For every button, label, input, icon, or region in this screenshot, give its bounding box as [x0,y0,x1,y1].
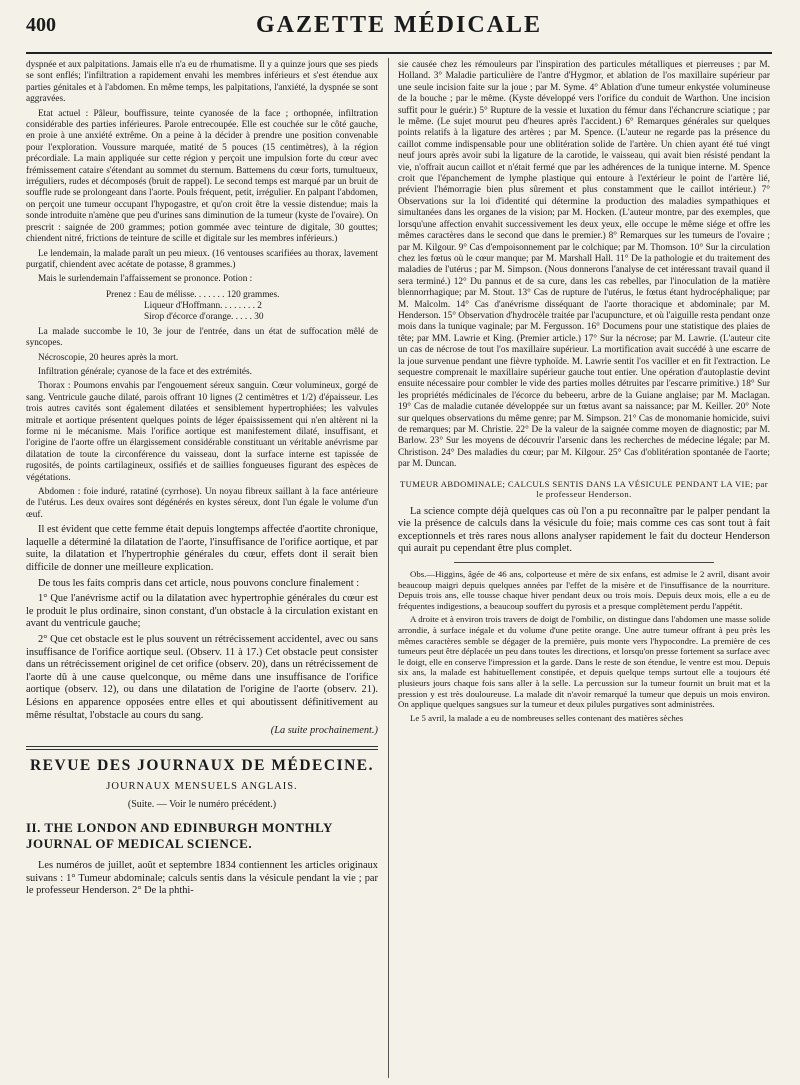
right-column [398,60,770,726]
conclusion-block [26,524,378,738]
header-rule [26,52,772,54]
column-divider [388,58,389,1078]
necroscopy-heading: Nécroscopie, 20 heures après la mort. [38,352,179,363]
paragraph: dyspnée et aux palpitations. Jamais elle n'a eu de rhumatisme. Il y a quinze jours que ses pieds se sont enflés; l'infiltration a rapidement envahi les membres inférieurs et s'est étendue aux parties génitales et à l'abdomen. En même temps, les palpitations, l'anxiété, la dyspnée se sont aggravées. [26,60,378,105]
section-divider [26,746,378,750]
paragraph: Infiltration générale; cyanose de la face et des extrémités. [38,366,252,377]
suite-reference: (Suite. — Voir le numéro précédent.) [127,798,277,810]
paragraph: 1° Que l'anévrisme actif ou la dilatation avec hypertrophie générales du cœur est le produit le plus ordinaire, sinon constant, d'un obstacle à la circulation existant en avant du ventricule gauche; [26,593,378,630]
left-column [26,60,378,901]
page-number: 400 [26,14,56,36]
revue-title: REVUE DES JOURNAUX DE MÉDECINE. [29,756,375,774]
page-header [26,8,772,42]
paragraph: La science compte déjà quelques cas où l'on a pu reconnaître par le palper pendant la vie la présence de calculs dans la vésicule du foie; mais comme ces cas sont tout à fait exceptionnels et très rares nous allons analyser rapidement le fait du docteur Henderson qui aurait pu cependant être plus complet. [398,505,770,555]
paragraph: La malade succombe le 10, 3e jour de l'entrée, dans un état de suffocation mêlé de syncopes. [26,326,378,349]
paragraph: De tous les faits compris dans cet article, nous pouvons conclure finalement : [38,577,360,589]
article-title: TUMEUR ABDOMINALE; CALCULS SENTIS DANS LA VÉSICULE PENDANT LA VIE; par le professeur Henderson. [400,478,768,500]
paragraph: Obs.—Higgins, âgée de 46 ans, colporteuse et mère de six enfans, est admise le 2 avril, disant avoir beaucoup maigri depuis quelques années par l'effet de la misère et de l'insuffisance de la nourriture. Depuis trois ans, elle tousse chaque hiver pendant deux ou trois mois. Depuis deux mois, elle a eu de fréquentes indigestions, a beaucoup souffert du pyrosis et a presque complètement perdu l'appétit. [398,569,770,611]
section-title: II. THE LONDON AND EDINBURGH MONTHLY JOURNAL OF MEDICAL SCIENCE. [26,819,333,851]
paragraph: Etat actuel : Pâleur, bouffissure, teinte cyanosée de la face ; orthopnée, infiltration considérable des parties inférieures. Parole entrecoupée. Elle est couchée sur le côté gauche, en proie à une anxiété extrême. On a peine à la décider à prendre une position convenable pour l'exploration. Voussure marquée, matité de 5 pouces (15 centimètres), à la région précordiale. La main appliquée sur cette région y perçoit une impulsion forte du cœur avec frémissement cataire s'étendant au sommet du sternum. Battemens du cœur forts, tumultueux, irréguliers, rudes et décomposés (bruit de rappel). Le second temps est marqué par un bruit de souffle rude se prolongeant dans l'aorte. Pouls fréquent, petit, irrégulier. En palpant l'abdomen, on perçoit une tumeur occupant l'hypogastre, et qu'on croit être la vessie distendue; mais la sonde introduite n'amène que peu d'urines sans diminution de la tumeur (kyste de l'ovaire). On prescrit : saignée de 200 grammes; potion gommée avec teinture de digitale, 30 gouttes; chiendent nitré, frictions de teinture de scille et digitale sur les membres inférieurs.) [26,108,378,245]
prescription-line: Liqueur d'Hoffmann. . . . . . . . 2 [144,300,262,311]
suite-note: (La suite prochainement.) [270,725,378,737]
prescription-line: Sirop d'écorce d'orange. . . . . 30 [144,311,264,322]
prescription [106,290,378,323]
paragraph: sie causée chez les rémouleurs par l'inspiration des particules métalliques et pierreuses ; par M. Holland. 3° Maladie particulière de l'antre d'Hygmor, et ablation de l'os maxillaire supérieur par une seule incision faite sur la joue ; par M. Syme. 4° Ablation d'une tumeur enkystée volumineuse de la bouche ; par le même. (Kyste développé vers l'orifice du conduit de Warthon. Une incision suffit pour le guérir.) 5° Rupture de la vessie et luxation du fémur dans l'échancrure sciatique ; par le même. (Le sujet mourut peu d'heures après l'accident.) 6° Remarques générales sur quelques points relatifs à la ligature des artères ; par M. Spence. (L'auteur ne regarde pas la présence du caillot comme indispensable pour une oblitération solide de l'artère. Un chien ayant été tué vingt neuf jours après avoir subi la ligature de la carotide, le vaisseau, qui avait bien résisté pendant la vie, n'offrait aucun caillot et n'était fermé que par les adhérences de la tunique interne. M. Spence croit que l'épanchement de lymphe plastique qui entoure à l'extérieur le point de l'artère lié, prévient l'hémorragie bien plus sûrement et plus constamment que le caillot intérieur.) 7° Observations sur la loi d'identité qui détermine la production des maladies sympathiques et simultanées dans les organes de la vision; par M. Hocken. (L'auteur montre, par des exemples, que lorsqu'une affection envahit successivement les deux yeux, elle occupe le même siége et offre les mêmes caractères dans le second que dans le premier.) 8° Remarques sur les tumeurs de l'ovaire ; par M. Kilgour. 9° Cas d'empoisonnement par le colchique; par M. Thomson. 10° Sur la circulation chez les fœtus où le cœur manque; par M. Marshall Hall. 11° De la pathologie et du traitement des maladies de l'utérus ; par M. Simpson. (Nous donnerons l'analyse de cet intéressant travail quand il sera terminé.) 12° Du pannus et de sa cure, dans les cas rebelles, par l'inoculation de la matière blennorrhagique; par M. Stout. 13° Cas de rupture de l'utérus, le fœtus étant hydrocéphalique; par M. Malcolm. 14° Cas d'anévrisme disséquant de l'aorte thoracique et abdominale; par M. Henderson. 15° Observation d'hydrocèle traitée par l'acupuncture, et où l'aiguille resta pendant onze mois dans la tunique vaginale; par M. Fergusson. 16° Documens pour une statistique des plaies de tête; par MM. Lawrie et King. (Premier article.) 17° Sur la nécrose; par M. Lawrie. (L'auteur cite un cas de nécrose de tout l'os maxillaire supérieur. La mortification avait succédé à une escarre de la joue survenue pendant une fièvre typhoïde. M. Lawrie sentit l'os vaciller et en fit l'extraction. Le sequestre comprenait le maxillaire supérieur gauche tout entier. Une opération d'autoplastie devint ensuite nécessaire pour combler le vide des parties molles détruites par l'escarre primitive.) 18° Sur les propriétés médicinales de l'écorce du bebeeru, arbre de la Guiane anglaise; par M. Maclagan. 19° Cas de maladie cutanée développée sur un fœtus avant sa naissance; par M. Keiller. 20° Note sur quelques observations du même genre; par M. Simpson. 21° Cas de monomanie homicide, suivi de remarques; par M. Christie. 22° De la valeur de la saignée comme moyen de diagnostic; par M. Barlow. 23° Sur les moyens de découvrir l'arsenic dans les recherches de médecine légale; par M. Christison. 24° Des maladies du cœur; par M. Kilgour. 25° Cas d'oblitération spontanée de l'aorte; par M. Duncan. [398,60,770,470]
revue-subtitle: JOURNAUX MENSUELS ANGLAIS. [106,781,298,793]
paragraph: Abdomen : foie induré, ratatiné (cyrrhose). Un noyau fibreux saillant à la face antérieure de l'utérus. Les deux ovaires sont dégénérés en kystes séreux, dont l'un égale le volume d'un œuf. [26,487,378,520]
paragraph: 2° Que cet obstacle est le plus souvent un rétrécissement accidentel, avec ou sans insuffisance de l'orifice aortique seul. (Observ. 11 à 17.) Cet obstacle peut consister dans un rétrécissement originel de cet orifice (observ. 20), dans un rétrécissement de l'aorte dû à une cause quelconque, ou même dans une insuffisance de l'orifice aortique (observ. 12), ou dans une dilatation de l'origine de l'aorte (observ. 21). Lésions en apparence opposées entre elles et qui aboutissent définitivement au même résultat, l'obstacle au cours du sang. [26,633,378,721]
paragraph: Thorax : Poumons envahis par l'engouement séreux sanguin. Cœur volumineux, gorgé de sang. Ventricule gauche dilaté, parois offrant 10 lignes (2 centimètres et 1/2) d'épaisseur. Les trois autres cavités sont également dilatées et sensiblement hypertrophiées; les valvules mitrale et aortique présentent quelques points de léger épaississement qui n'en altèrent ni la forme ni le mécanisme. Mais l'orifice aortique est manifestement dilaté, insuffisant, et l'origine de l'aorte offre un élargissement considérable constituant un véritable anévrisme par dilatation de toute la circonférence du vaisseau, dont la surface interne est tapissée de rugosités, de points cartilagineux, ossifiés et de saillies fongueuses figurant des espèces de végétations. [26,381,378,483]
divider [454,562,714,563]
paragraph: Les numéros de juillet, août et septembre 1834 contiennent les articles originaux suivans : 1° Tumeur abdominale; calculs sentis dans la vésicule pendant la vie ; par le professeur Henderson. 2° De la phthi- [26,859,378,897]
paragraph: A droite et à environ trois travers de doigt de l'ombilic, on distingue dans l'abdomen une masse solide arrondie, à surface inégale et du volume d'une petite orange. Une autre tumeur offrant à peu près les mêmes caractères semble se dégager de la première, puis monte vers l'hypocondre. La première de ces tumeurs peut être déplacée un peu dans toutes les directions, et lorsqu'on presse fortement sa surface avec le doigt, elle en conserve l'impression et la garde. Dans le reste de son étendue, le ventre est mou. Depuis six ans, la malade est habituellement constipée, et depuis quelque temps surtout elle a toujours été plusieurs jours chaque fois sans aller à la selle. La percussion sur la tumeur fournit un bruit mat et la pression y est très douloureuse. La malade dit n'avoir remarqué la tumeur que depuis un mois environ. On applique quelques sangsues sur la tumeur et deux pilules purgatives sont administrées. [398,614,770,710]
paragraph: Il est évident que cette femme était depuis longtemps affectée d'aortite chronique, laquelle a déterminé la dilatation de l'aorte, l'insuffisance de l'orifice aortique, et par suite, la dilatation et l'hypertrophie générales du cœur, effets dont il serait bien difficile de donner une meilleure explication. [26,524,378,573]
paragraph: Le 5 avril, la malade a eu de nombreuses selles contenant des matières sèches [410,712,684,723]
paragraph: Le lendemain, la malade paraît un peu mieux. (16 ventouses scarifiées au thorax, lavement purgatif, chiendent avec acétate de potasse, 8 grammes.) [26,248,378,270]
paragraph: Mais le surlendemain l'affaissement se prononce. Potion : [38,274,253,285]
prescription-line: Prenez : Eau de mélisse. . . . . . . 120 grammes. [106,289,280,300]
journal-title: GAZETTE MÉDICALE [255,12,543,38]
